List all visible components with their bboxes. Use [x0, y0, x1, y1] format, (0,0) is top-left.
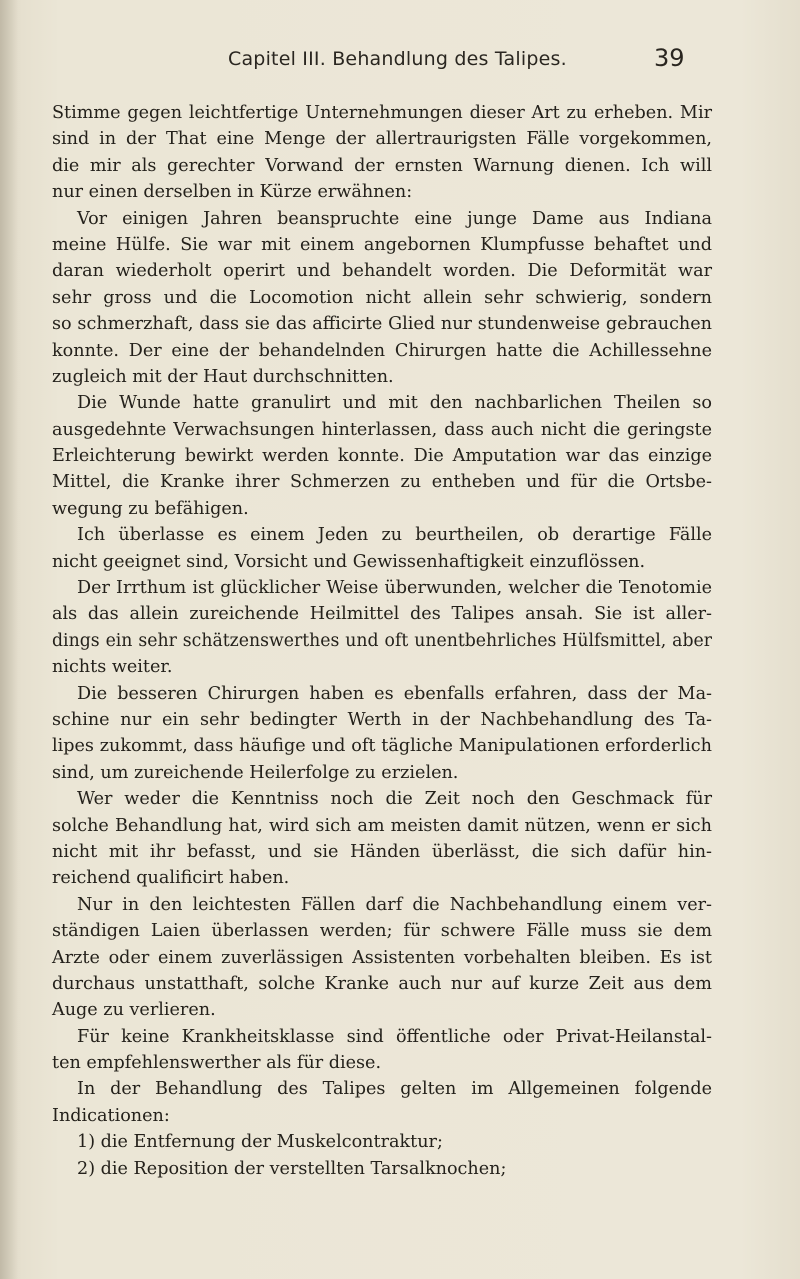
text-line: meine Hülfe. Sie war mit einem angebornen Klumpfusse behaftet und: [52, 234, 712, 255]
text-line: sind, um zureichende Heilerfolge zu erzielen.: [52, 762, 459, 783]
text-line: nichts weiter.: [52, 657, 173, 678]
text-line: nur einen derselben in Kürze erwähnen:: [52, 182, 413, 203]
text-line: Die besseren Chirurgen haben es ebenfalls erfahren, dass der Ma-: [77, 683, 712, 704]
text-line: die mir als gerechter Vorwand der ernsten Warnung dienen. Ich will: [52, 155, 712, 176]
text-line: sehr gross und die Locomotion nicht allein sehr schwierig, sondern: [52, 287, 712, 308]
text-line: lipes zukommt, dass häufige und oft tägliche Manipulationen erforderlich: [52, 736, 712, 757]
page-header: [0, 44, 800, 76]
text-line: Mittel, die Kranke ihrer Schmerzen zu entheben und für die Ortsbe-: [52, 472, 712, 493]
text-line: nicht mit ihr befasst, und sie Händen überlässt, die sich dafür hin-: [52, 841, 712, 862]
text-line: dings ein sehr schätzenswerthes und oft unentbehrliches Hülfsmittel, aber: [52, 630, 712, 651]
text-line: solche Behandlung hat, wird sich am meisten damit nützen, wenn er sich: [52, 815, 712, 836]
running-head: Capitel III. Behandlung des Talipes.: [228, 48, 567, 70]
text-line: wegung zu befähigen.: [52, 498, 249, 519]
text-line: zugleich mit der Haut durchschnitten.: [52, 366, 394, 387]
text-line: sind in der That eine Menge der allertraurigsten Fälle vorgekommen,: [52, 129, 712, 150]
text-line: konnte. Der eine der behandelnden Chirurgen hatte die Achillessehne: [52, 340, 712, 361]
text-line: Stimme gegen leichtfertige Unternehmungen dieser Art zu erheben. Mir: [52, 103, 712, 123]
text-line: ausgedehnte Verwachsungen hinterlassen, dass auch nicht die geringste: [52, 419, 712, 440]
text-line: Für keine Krankheitsklasse sind öffentliche oder Privat-Heilanstal-: [77, 1026, 712, 1047]
text-line: Ich überlasse es einem Jeden zu beurtheilen, ob derartige Fälle: [77, 525, 712, 546]
text-line: In der Behandlung des Talipes gelten im Allgemeinen folgende: [77, 1079, 712, 1100]
text-line: als das allein zureichende Heilmittel des Talipes ansah. Sie ist aller-: [52, 604, 712, 625]
text-line: Nur in den leichtesten Fällen darf die Nachbehandlung einem ver-: [77, 894, 712, 915]
text-line: nicht geeignet sind, Vorsicht und Gewissenhaftigkeit einzuflössen.: [52, 551, 646, 572]
text-line: 2) die Reposition der verstellten Tarsalknochen;: [77, 1158, 507, 1179]
text-line: ständigen Laien überlassen werden; für schwere Fälle muss sie dem: [52, 921, 712, 942]
text-line: Der Irrthum ist glücklicher Weise überwunden, welcher die Tenotomie: [77, 578, 712, 599]
body-text: [52, 100, 712, 1182]
text-line: Die Wunde hatte granulirt und mit den nachbarlichen Theilen so: [77, 393, 712, 414]
text-line: ten empfehlenswerther als für diese.: [52, 1053, 382, 1074]
text-line: reichend qualificirt haben.: [52, 868, 290, 889]
text-line: so schmerzhaft, dass sie das afficirte Glied nur stundenweise gebrauchen: [52, 314, 712, 335]
text-line: schine nur ein sehr bedingter Werth in der Nachbehandlung des Ta-: [52, 709, 712, 730]
text-line: Arzte oder einem zuverlässigen Assistenten vorbehalten bleiben. Es ist: [52, 947, 712, 968]
text-line: Vor einigen Jahren beanspruchte eine junge Dame aus Indiana: [77, 208, 712, 229]
text-line: Indicationen:: [52, 1105, 170, 1126]
text-line: 1) die Entfernung der Muskelcontraktur;: [77, 1132, 443, 1153]
text-line: Wer weder die Kenntniss noch die Zeit noch den Geschmack für: [77, 789, 712, 810]
text-line: durchaus unstatthaft, solche Kranke auch nur auf kurze Zeit aus dem: [52, 973, 712, 994]
gutter-shadow: [0, 0, 18, 1279]
text-line: daran wiederholt operirt und behandelt worden. Die Deformität war: [52, 261, 712, 282]
text-line: Erleichterung bewirkt werden konnte. Die Amputation war das einzige: [52, 446, 712, 467]
text-line: Auge zu verlieren.: [52, 1000, 216, 1021]
page-number: 39: [654, 44, 685, 72]
